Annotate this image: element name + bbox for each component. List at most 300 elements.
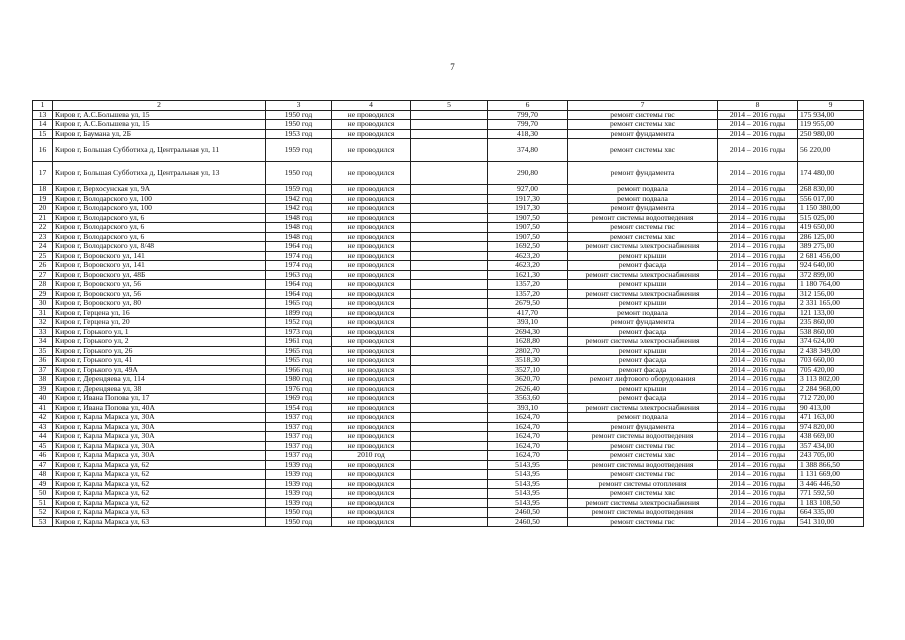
table-cell: Киров г, Карла Маркса ул, 62 xyxy=(53,460,266,470)
table-cell: 2802,70 xyxy=(488,346,568,356)
table-cell: Киров г, Горького ул, 41 xyxy=(53,356,266,366)
table-cell xyxy=(411,299,488,309)
table-cell: ремонт системы электроснабжения xyxy=(568,289,718,299)
table-cell: не проводился xyxy=(332,508,411,518)
table-cell: 25 xyxy=(33,251,53,261)
header-cell: 1 xyxy=(33,101,53,111)
table-cell: 1964 год xyxy=(266,242,332,252)
table-cell: 36 xyxy=(33,356,53,366)
table-cell: Киров г, Карла Маркса ул, 30А xyxy=(53,441,266,451)
table-cell xyxy=(411,508,488,518)
table-cell: ремонт системы хвс xyxy=(568,451,718,461)
table-row xyxy=(33,489,864,499)
table-cell: 18 xyxy=(33,185,53,195)
table-cell: 1 183 108,50 xyxy=(798,498,864,508)
table-row xyxy=(33,356,864,366)
table-cell: 30 xyxy=(33,299,53,309)
table-cell: не проводился xyxy=(332,162,411,185)
table-cell: ремонт подвала xyxy=(568,194,718,204)
table-cell: Киров г, Володарского ул, 100 xyxy=(53,194,266,204)
table-cell: Киров г, Карла Маркса ул, 62 xyxy=(53,470,266,480)
table-cell: ремонт системы электроснабжения xyxy=(568,403,718,413)
table-cell: ремонт системы электроснабжения xyxy=(568,270,718,280)
table-cell: 1950 год xyxy=(266,110,332,120)
table-cell: 1963 год xyxy=(266,270,332,280)
table-cell: 121 133,00 xyxy=(798,308,864,318)
table-cell: 2 681 456,00 xyxy=(798,251,864,261)
table-row xyxy=(33,194,864,204)
table-cell: не проводился xyxy=(332,261,411,271)
table-cell: 33 xyxy=(33,327,53,337)
table-cell: не проводился xyxy=(332,413,411,423)
table-cell: 90 413,00 xyxy=(798,403,864,413)
table-cell: 1973 год xyxy=(266,327,332,337)
table-cell: 393,10 xyxy=(488,403,568,413)
table-cell: ремонт системы хвс xyxy=(568,139,718,162)
table-cell: 2014 – 2016 годы xyxy=(718,451,798,461)
table-row xyxy=(33,120,864,130)
table-cell: 1965 год xyxy=(266,356,332,366)
table-row xyxy=(33,129,864,139)
table-cell: 2014 – 2016 годы xyxy=(718,470,798,480)
table-cell: 2014 – 2016 годы xyxy=(718,129,798,139)
table-cell: ремонт фасада xyxy=(568,261,718,271)
table-row xyxy=(33,318,864,328)
header-cell: 8 xyxy=(718,101,798,111)
table-cell: 1624,70 xyxy=(488,422,568,432)
table-cell: не проводился xyxy=(332,129,411,139)
table-row xyxy=(33,470,864,480)
table-cell: 2679,50 xyxy=(488,299,568,309)
table-cell: 2014 – 2016 годы xyxy=(718,280,798,290)
table-cell: 927,00 xyxy=(488,185,568,195)
table-cell: 2014 – 2016 годы xyxy=(718,489,798,499)
table-cell xyxy=(411,280,488,290)
table-cell: Киров г, Горького ул, 26 xyxy=(53,346,266,356)
table-cell: 1950 год xyxy=(266,120,332,130)
table-cell: 372 899,00 xyxy=(798,270,864,280)
table-cell: ремонт подвала xyxy=(568,185,718,195)
table-cell: ремонт фасада xyxy=(568,365,718,375)
table-cell: не проводился xyxy=(332,242,411,252)
table-cell: 664 335,00 xyxy=(798,508,864,518)
table-cell: не проводился xyxy=(332,299,411,309)
table-row xyxy=(33,251,864,261)
table-row xyxy=(33,110,864,120)
table-cell: 2014 – 2016 годы xyxy=(718,327,798,337)
table-cell: ремонт лифтового оборудования xyxy=(568,375,718,385)
table-cell: не проводился xyxy=(332,498,411,508)
table-cell: Киров г, Володарского ул, 8/48 xyxy=(53,242,266,252)
table-cell: Киров г, Карла Маркса ул, 63 xyxy=(53,517,266,527)
table-cell: не проводился xyxy=(332,422,411,432)
table-cell: ремонт системы гвс xyxy=(568,110,718,120)
table-cell xyxy=(411,441,488,451)
table-cell: 924 640,00 xyxy=(798,261,864,271)
table-cell: 2014 – 2016 годы xyxy=(718,120,798,130)
table-cell xyxy=(411,270,488,280)
table-cell: 312 156,00 xyxy=(798,289,864,299)
table-cell: 2014 – 2016 годы xyxy=(718,356,798,366)
table-cell: 357 434,00 xyxy=(798,441,864,451)
table-cell: Киров г, Герцена ул, 16 xyxy=(53,308,266,318)
table-cell: Киров г, Карла Маркса ул, 30А xyxy=(53,432,266,442)
table-cell: 2014 – 2016 годы xyxy=(718,213,798,223)
table-cell: не проводился xyxy=(332,270,411,280)
table-cell: 705 420,00 xyxy=(798,365,864,375)
table-cell: 1907,50 xyxy=(488,213,568,223)
table-cell: 1952 год xyxy=(266,318,332,328)
table-row xyxy=(33,413,864,423)
table-cell: не проводился xyxy=(332,232,411,242)
table-cell xyxy=(411,327,488,337)
table-cell: 1950 год xyxy=(266,508,332,518)
table-row xyxy=(33,403,864,413)
table-cell: не проводился xyxy=(332,213,411,223)
table-cell: Киров г, Карла Маркса ул, 30А xyxy=(53,422,266,432)
table-cell: 418,30 xyxy=(488,129,568,139)
table-cell: не проводился xyxy=(332,470,411,480)
table-cell: ремонт крыши xyxy=(568,346,718,356)
table-cell: Киров г, Воровского ул, 80 xyxy=(53,299,266,309)
table-cell xyxy=(411,356,488,366)
table-cell: ремонт системы хвс xyxy=(568,232,718,242)
table-cell: 712 720,00 xyxy=(798,394,864,404)
table-cell: не проводился xyxy=(332,120,411,130)
table-cell: 175 934,00 xyxy=(798,110,864,120)
table-cell: 268 830,00 xyxy=(798,185,864,195)
table-cell xyxy=(411,213,488,223)
table-cell: 538 860,00 xyxy=(798,327,864,337)
table-cell: 1621,30 xyxy=(488,270,568,280)
table-cell: 13 xyxy=(33,110,53,120)
table-cell xyxy=(411,308,488,318)
table-cell: 3620,70 xyxy=(488,375,568,385)
table-cell: 1937 год xyxy=(266,441,332,451)
table-cell: 1907,50 xyxy=(488,223,568,233)
table-cell: Киров г, Воровского ул, 56 xyxy=(53,289,266,299)
table-cell: 2014 – 2016 годы xyxy=(718,139,798,162)
table-cell: 1965 год xyxy=(266,299,332,309)
table-cell: Киров г, Карла Маркса ул, 62 xyxy=(53,498,266,508)
table-cell xyxy=(411,120,488,130)
table-cell: 29 xyxy=(33,289,53,299)
repair-program-table xyxy=(32,100,864,527)
table-cell: 2014 – 2016 годы xyxy=(718,162,798,185)
table-cell: 1974 год xyxy=(266,261,332,271)
table-cell: 2460,50 xyxy=(488,508,568,518)
table-cell: не проводился xyxy=(332,185,411,195)
table-cell: ремонт системы водоотведения xyxy=(568,508,718,518)
table-cell: не проводился xyxy=(332,375,411,385)
table-cell: 2014 – 2016 годы xyxy=(718,384,798,394)
table-row xyxy=(33,204,864,214)
table-cell: Киров г, А.С.Большева ул, 15 xyxy=(53,120,266,130)
table-cell: 5143,95 xyxy=(488,498,568,508)
table-cell: 1961 год xyxy=(266,337,332,347)
table-cell: 32 xyxy=(33,318,53,328)
table-cell: 1624,70 xyxy=(488,451,568,461)
table-cell: 1899 год xyxy=(266,308,332,318)
table-cell: ремонт системы водоотведения xyxy=(568,432,718,442)
table-cell: не проводился xyxy=(332,384,411,394)
table-cell: 44 xyxy=(33,432,53,442)
table-cell: не проводился xyxy=(332,289,411,299)
table-cell: 2014 – 2016 годы xyxy=(718,261,798,271)
table-cell: 2014 – 2016 годы xyxy=(718,479,798,489)
header-cell: 9 xyxy=(798,101,864,111)
table-cell: Киров г, Дерендяева ул, 114 xyxy=(53,375,266,385)
table-row xyxy=(33,384,864,394)
table-cell: 2014 – 2016 годы xyxy=(718,375,798,385)
table-cell: ремонт фасада xyxy=(568,327,718,337)
table-cell: 2014 – 2016 годы xyxy=(718,308,798,318)
table-cell: ремонт системы гвс xyxy=(568,470,718,480)
table-cell: ремонт системы электроснабжения xyxy=(568,242,718,252)
table-cell: Киров г, Карла Маркса ул, 30А xyxy=(53,413,266,423)
table-cell: 2460,50 xyxy=(488,517,568,527)
table-cell: Киров г, Большая Субботиха д, Центральная ул, 11 xyxy=(53,139,266,162)
table-cell: ремонт крыши xyxy=(568,280,718,290)
table-cell: 541 310,00 xyxy=(798,517,864,527)
table-row xyxy=(33,139,864,162)
table-cell: Киров г, Воровского ул, 141 xyxy=(53,261,266,271)
table-cell xyxy=(411,479,488,489)
table-row xyxy=(33,498,864,508)
table-row xyxy=(33,308,864,318)
table-cell: Киров г, Герцена ул, 20 xyxy=(53,318,266,328)
table-cell: 2014 – 2016 годы xyxy=(718,110,798,120)
table-cell: 24 xyxy=(33,242,53,252)
table-cell: 22 xyxy=(33,223,53,233)
table-cell: 5143,95 xyxy=(488,479,568,489)
table-cell: Киров г, Володарского ул, 6 xyxy=(53,223,266,233)
table-cell: 2014 – 2016 годы xyxy=(718,346,798,356)
table-cell: Киров г, Воровского ул, 56 xyxy=(53,280,266,290)
table-cell: Киров г, Баумана ул, 2Б xyxy=(53,129,266,139)
table-cell: 243 705,00 xyxy=(798,451,864,461)
table-cell: 2014 – 2016 годы xyxy=(718,337,798,347)
table-cell xyxy=(411,223,488,233)
table-row xyxy=(33,327,864,337)
table-cell: 16 xyxy=(33,139,53,162)
table-row xyxy=(33,232,864,242)
table-cell: 15 xyxy=(33,129,53,139)
table-cell: 1969 год xyxy=(266,394,332,404)
table-cell: 49 xyxy=(33,479,53,489)
table-cell: 2626,40 xyxy=(488,384,568,394)
table-cell: 1976 год xyxy=(266,384,332,394)
table-cell: 2014 – 2016 годы xyxy=(718,441,798,451)
table-cell xyxy=(411,129,488,139)
table-cell xyxy=(411,204,488,214)
table-cell: 1624,70 xyxy=(488,432,568,442)
table-cell: 393,10 xyxy=(488,318,568,328)
table-cell: 1907,50 xyxy=(488,232,568,242)
table-cell xyxy=(411,489,488,499)
table-cell: 2014 – 2016 годы xyxy=(718,365,798,375)
table-cell: 286 125,00 xyxy=(798,232,864,242)
table-cell: 4623,20 xyxy=(488,251,568,261)
table-cell: Киров г, Карла Маркса ул, 30А xyxy=(53,451,266,461)
table-cell: 556 017,00 xyxy=(798,194,864,204)
table-cell xyxy=(411,375,488,385)
table-cell: 2014 – 2016 годы xyxy=(718,185,798,195)
table-cell: Киров г, Володарского ул, 100 xyxy=(53,204,266,214)
table-cell: не проводился xyxy=(332,280,411,290)
table-cell: 1950 год xyxy=(266,517,332,527)
table-cell: не проводился xyxy=(332,489,411,499)
table-cell: 1950 год xyxy=(266,162,332,185)
table-cell xyxy=(411,139,488,162)
table-cell: 374,80 xyxy=(488,139,568,162)
table-cell: 1628,80 xyxy=(488,337,568,347)
table-cell xyxy=(411,318,488,328)
table-cell: Киров г, Горького ул, 49А xyxy=(53,365,266,375)
table-cell: 2014 – 2016 годы xyxy=(718,318,798,328)
table-cell: 2 331 165,00 xyxy=(798,299,864,309)
table-cell: 56 220,00 xyxy=(798,139,864,162)
table-cell: 1953 год xyxy=(266,129,332,139)
table-cell: ремонт системы гвс xyxy=(568,441,718,451)
table-cell: ремонт крыши xyxy=(568,251,718,261)
table-cell: ремонт системы гвс xyxy=(568,517,718,527)
table-cell: ремонт крыши xyxy=(568,299,718,309)
table-cell: 1624,70 xyxy=(488,413,568,423)
table-cell xyxy=(411,384,488,394)
table-cell: 1939 год xyxy=(266,470,332,480)
table-cell: ремонт системы гвс xyxy=(568,223,718,233)
table-cell xyxy=(411,194,488,204)
table-cell xyxy=(411,346,488,356)
table-cell: 2014 – 2016 годы xyxy=(718,299,798,309)
table-row xyxy=(33,337,864,347)
table-cell: не проводился xyxy=(332,394,411,404)
table-cell: не проводился xyxy=(332,517,411,527)
table-cell: не проводился xyxy=(332,139,411,162)
table-cell: 23 xyxy=(33,232,53,242)
table-cell: 1917,30 xyxy=(488,204,568,214)
table-cell: Киров г, Карла Маркса ул, 62 xyxy=(53,489,266,499)
header-cell: 4 xyxy=(332,101,411,111)
table-cell: 2014 – 2016 годы xyxy=(718,394,798,404)
table-cell: не проводился xyxy=(332,365,411,375)
table-cell: Киров г, Горького ул, 2 xyxy=(53,337,266,347)
header-cell: 5 xyxy=(411,101,488,111)
table-cell: 2014 – 2016 годы xyxy=(718,517,798,527)
table-cell: 2 438 349,00 xyxy=(798,346,864,356)
table-row xyxy=(33,460,864,470)
table-cell: 3518,30 xyxy=(488,356,568,366)
table-cell: 1974 год xyxy=(266,251,332,261)
table-cell: не проводился xyxy=(332,318,411,328)
table-cell: 1959 год xyxy=(266,139,332,162)
table-cell: 42 xyxy=(33,413,53,423)
table-cell: не проводился xyxy=(332,194,411,204)
table-row xyxy=(33,441,864,451)
table-cell: 1948 год xyxy=(266,232,332,242)
table-cell: ремонт фундамента xyxy=(568,204,718,214)
table-cell: 2694,30 xyxy=(488,327,568,337)
table-row xyxy=(33,185,864,195)
table-cell: 52 xyxy=(33,508,53,518)
table-cell: 1939 год xyxy=(266,498,332,508)
table-cell: 41 xyxy=(33,403,53,413)
table-cell: не проводился xyxy=(332,356,411,366)
table-cell: ремонт фундамента xyxy=(568,318,718,328)
table-cell xyxy=(411,261,488,271)
table-cell: ремонт системы отопления xyxy=(568,479,718,489)
table-cell: 799,70 xyxy=(488,120,568,130)
table-cell: не проводился xyxy=(332,223,411,233)
table-cell: 51 xyxy=(33,498,53,508)
table-cell: 1966 год xyxy=(266,365,332,375)
table-cell: ремонт системы хвс xyxy=(568,489,718,499)
table-cell xyxy=(411,394,488,404)
table-cell: 3 446 446,50 xyxy=(798,479,864,489)
table-cell: ремонт фасада xyxy=(568,394,718,404)
table-cell: 53 xyxy=(33,517,53,527)
table-cell: не проводился xyxy=(332,403,411,413)
table-row xyxy=(33,394,864,404)
table-cell: 2014 – 2016 годы xyxy=(718,432,798,442)
table-cell: 1 150 380,00 xyxy=(798,204,864,214)
table-cell: 3527,10 xyxy=(488,365,568,375)
table-cell: 2014 – 2016 годы xyxy=(718,422,798,432)
table-cell: 39 xyxy=(33,384,53,394)
table-cell: Киров г, Ивана Попова ул, 40А xyxy=(53,403,266,413)
table-row xyxy=(33,451,864,461)
table-cell: 43 xyxy=(33,422,53,432)
table-cell: 417,70 xyxy=(488,308,568,318)
table-cell: 48 xyxy=(33,470,53,480)
table-cell: Киров г, Горького ул, 1 xyxy=(53,327,266,337)
table-cell: ремонт системы хвс xyxy=(568,120,718,130)
table-row xyxy=(33,365,864,375)
table-cell: не проводился xyxy=(332,441,411,451)
table-cell: 771 592,50 xyxy=(798,489,864,499)
table-row xyxy=(33,517,864,527)
table-cell: 174 480,00 xyxy=(798,162,864,185)
table-row xyxy=(33,162,864,185)
table-cell: 1942 год xyxy=(266,204,332,214)
table-cell: 1937 год xyxy=(266,451,332,461)
table-cell: 3563,60 xyxy=(488,394,568,404)
table-cell: 2014 – 2016 годы xyxy=(718,460,798,470)
table-cell: 5143,95 xyxy=(488,460,568,470)
table-cell: 1939 год xyxy=(266,479,332,489)
table-cell: ремонт подвала xyxy=(568,308,718,318)
table-cell: 2010 год xyxy=(332,451,411,461)
table-cell: не проводился xyxy=(332,204,411,214)
table-cell: 419 650,00 xyxy=(798,223,864,233)
table-row xyxy=(33,346,864,356)
table-cell: 2014 – 2016 годы xyxy=(718,289,798,299)
table-cell: Киров г, Володарского ул, 6 xyxy=(53,213,266,223)
table-cell: 2014 – 2016 годы xyxy=(718,413,798,423)
table-cell: 2014 – 2016 годы xyxy=(718,251,798,261)
table-cell: 1692,50 xyxy=(488,242,568,252)
table-cell xyxy=(411,498,488,508)
table-cell: 46 xyxy=(33,451,53,461)
table-cell xyxy=(411,289,488,299)
header-row xyxy=(33,101,864,111)
table-cell: Киров г, Большая Субботиха д, Центральная ул, 13 xyxy=(53,162,266,185)
table-cell: 2014 – 2016 годы xyxy=(718,403,798,413)
table-cell: 374 624,00 xyxy=(798,337,864,347)
table-cell: 35 xyxy=(33,346,53,356)
table-cell: ремонт подвала xyxy=(568,413,718,423)
